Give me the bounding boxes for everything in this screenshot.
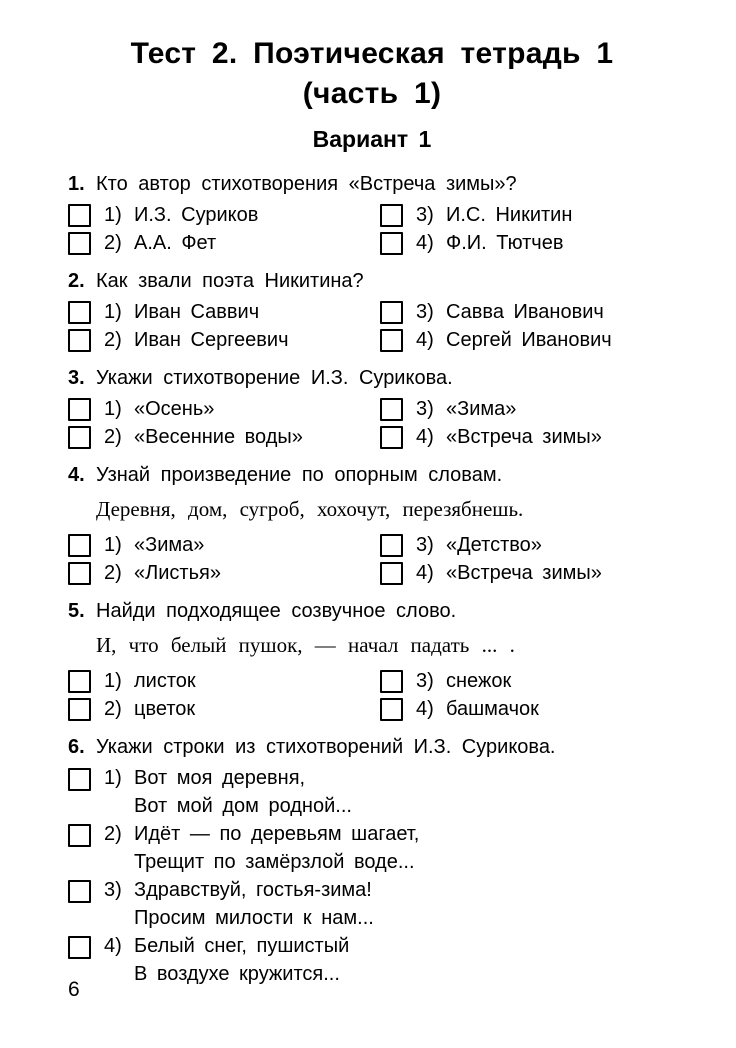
question-quote: Деревня, дом, сугроб, хохочут, перезябнешь. xyxy=(96,497,524,521)
answer-option xyxy=(380,531,676,559)
option-label: «Листья» xyxy=(134,562,221,584)
option-number: 2) xyxy=(104,426,122,448)
question-header xyxy=(68,598,676,625)
answer-option xyxy=(68,820,676,876)
question-text: Узнай произведение по опорным словам. xyxy=(96,464,503,486)
option-line: Вот моя деревня, xyxy=(134,767,306,789)
answer-option xyxy=(68,423,380,451)
question-number: 3. xyxy=(68,367,85,389)
page-number: 6 xyxy=(68,978,80,1001)
option-lines xyxy=(134,876,374,932)
options-grid xyxy=(68,667,676,723)
question-text: Найди подходящее созвучное слово. xyxy=(96,600,457,622)
question-block xyxy=(68,734,676,988)
option-number: 1) xyxy=(104,398,122,420)
option-label: «Зима» xyxy=(446,398,517,420)
option-number: 4) xyxy=(416,232,434,254)
option-number: 4) xyxy=(416,562,434,584)
question-block xyxy=(68,171,676,257)
option-line: Здравствуй, гостья-зима! xyxy=(134,879,372,901)
answer-checkbox[interactable] xyxy=(68,398,91,421)
option-line: Вот мой дом родной... xyxy=(134,795,352,817)
question-header xyxy=(68,171,676,198)
option-number: 2) xyxy=(104,698,122,720)
answer-checkbox[interactable] xyxy=(380,301,403,324)
option-label: «Встреча зимы» xyxy=(446,562,602,584)
answer-checkbox[interactable] xyxy=(68,698,91,721)
answer-option xyxy=(68,667,380,695)
answer-checkbox[interactable] xyxy=(380,426,403,449)
options-grid xyxy=(68,201,676,257)
option-number: 2) xyxy=(104,823,122,845)
options-grid xyxy=(68,531,676,587)
option-number: 1) xyxy=(104,767,122,789)
test-title xyxy=(68,34,676,114)
option-number: 1) xyxy=(104,301,122,323)
question-block xyxy=(68,365,676,451)
test-title-line2: (часть 1) xyxy=(302,77,442,110)
option-label: Иван Сергеевич xyxy=(134,329,289,351)
question-quote: И, что белый пушок, — начал падать ... . xyxy=(96,633,515,657)
question-number: 1. xyxy=(68,173,85,195)
answer-option xyxy=(68,395,380,423)
question-header xyxy=(68,462,676,489)
question-text: Как звали поэта Никитина? xyxy=(96,270,364,292)
option-label: цветок xyxy=(134,698,196,720)
answer-checkbox[interactable] xyxy=(68,301,91,324)
question-header xyxy=(68,734,676,761)
option-line: Идёт — по деревьям шагает, xyxy=(134,823,420,845)
option-number: 2) xyxy=(104,562,122,584)
answer-option xyxy=(380,229,676,257)
question-text: Укажи стихотворение И.З. Сурикова. xyxy=(96,367,453,389)
answer-option xyxy=(68,298,380,326)
answer-checkbox[interactable] xyxy=(68,534,91,557)
options-grid xyxy=(68,298,676,354)
option-label: снежок xyxy=(446,670,512,692)
answer-checkbox[interactable] xyxy=(380,534,403,557)
answer-option xyxy=(380,423,676,451)
question-block xyxy=(68,462,676,587)
option-number: 4) xyxy=(416,329,434,351)
question-block xyxy=(68,268,676,354)
answer-option xyxy=(68,876,676,932)
questions-list xyxy=(68,171,676,988)
question-block xyxy=(68,598,676,723)
option-label: «Детство» xyxy=(446,534,542,556)
option-label: Сергей Иванович xyxy=(446,329,612,351)
answer-option xyxy=(380,326,676,354)
answer-option xyxy=(68,326,380,354)
answer-checkbox[interactable] xyxy=(380,232,403,255)
test-title-line1: Тест 2. Поэтическая тетрадь 1 xyxy=(130,37,614,70)
option-line: Белый снег, пушистый xyxy=(134,935,350,957)
question-number: 2. xyxy=(68,270,85,292)
option-number: 1) xyxy=(104,204,122,226)
option-number: 4) xyxy=(416,698,434,720)
option-label: Савва Иванович xyxy=(446,301,604,323)
answer-checkbox[interactable] xyxy=(380,329,403,352)
option-lines xyxy=(134,764,352,820)
option-label: башмачок xyxy=(446,698,539,720)
option-number: 3) xyxy=(416,534,434,556)
answer-checkbox[interactable] xyxy=(68,670,91,693)
answer-option xyxy=(68,764,676,820)
answer-option xyxy=(68,229,380,257)
option-number: 2) xyxy=(104,329,122,351)
answer-checkbox[interactable] xyxy=(68,329,91,352)
answer-option xyxy=(380,695,676,723)
option-line: Трещит по замёрзлой воде... xyxy=(134,851,415,873)
question-number: 5. xyxy=(68,600,85,622)
option-number: 3) xyxy=(104,879,122,901)
answer-checkbox[interactable] xyxy=(68,936,91,959)
answer-option xyxy=(380,559,676,587)
option-lines xyxy=(134,820,419,876)
answer-option xyxy=(68,695,380,723)
option-label: «Зима» xyxy=(134,534,205,556)
answer-checkbox[interactable] xyxy=(380,398,403,421)
option-label: Иван Саввич xyxy=(134,301,260,323)
answer-option xyxy=(380,201,676,229)
option-number: 1) xyxy=(104,534,122,556)
answer-option xyxy=(68,531,380,559)
answer-option xyxy=(68,559,380,587)
question-header xyxy=(68,365,676,392)
answer-checkbox[interactable] xyxy=(380,562,403,585)
answer-checkbox[interactable] xyxy=(380,670,403,693)
answer-checkbox[interactable] xyxy=(68,768,91,791)
answer-checkbox[interactable] xyxy=(68,562,91,585)
option-number: 4) xyxy=(104,935,122,957)
option-number: 3) xyxy=(416,301,434,323)
answer-checkbox[interactable] xyxy=(68,824,91,847)
answer-checkbox[interactable] xyxy=(68,232,91,255)
option-label: «Весенние воды» xyxy=(134,426,303,448)
option-label: Ф.И. Тютчев xyxy=(446,232,564,254)
option-number: 3) xyxy=(416,204,434,226)
option-number: 4) xyxy=(416,426,434,448)
option-line: Просим милости к нам... xyxy=(134,907,374,929)
answer-checkbox[interactable] xyxy=(68,426,91,449)
question-number: 6. xyxy=(68,736,85,758)
option-number: 3) xyxy=(416,398,434,420)
answer-option xyxy=(380,298,676,326)
question-number: 4. xyxy=(68,464,85,486)
option-number: 1) xyxy=(104,670,122,692)
answer-checkbox[interactable] xyxy=(68,880,91,903)
question-header xyxy=(68,268,676,295)
option-label: «Встреча зимы» xyxy=(446,426,602,448)
answer-checkbox[interactable] xyxy=(380,204,403,227)
option-lines xyxy=(134,932,349,988)
answer-checkbox[interactable] xyxy=(68,204,91,227)
option-number: 2) xyxy=(104,232,122,254)
option-label: «Осень» xyxy=(134,398,215,420)
answer-option xyxy=(68,201,380,229)
answer-option xyxy=(380,395,676,423)
options-grid xyxy=(68,395,676,451)
option-line: В воздухе кружится... xyxy=(134,963,340,985)
answer-option xyxy=(68,932,676,988)
question-text: Кто автор стихотворения «Встреча зимы»? xyxy=(96,173,517,195)
option-label: И.С. Никитин xyxy=(446,204,573,226)
answer-option xyxy=(380,667,676,695)
option-label: И.З. Суриков xyxy=(134,204,259,226)
answer-checkbox[interactable] xyxy=(380,698,403,721)
option-label: А.А. Фет xyxy=(134,232,217,254)
question-text: Укажи строки из стихотворений И.З. Сурикова. xyxy=(96,736,556,758)
variant-title: Вариант 1 xyxy=(312,126,432,152)
option-label: листок xyxy=(134,670,196,692)
option-number: 3) xyxy=(416,670,434,692)
